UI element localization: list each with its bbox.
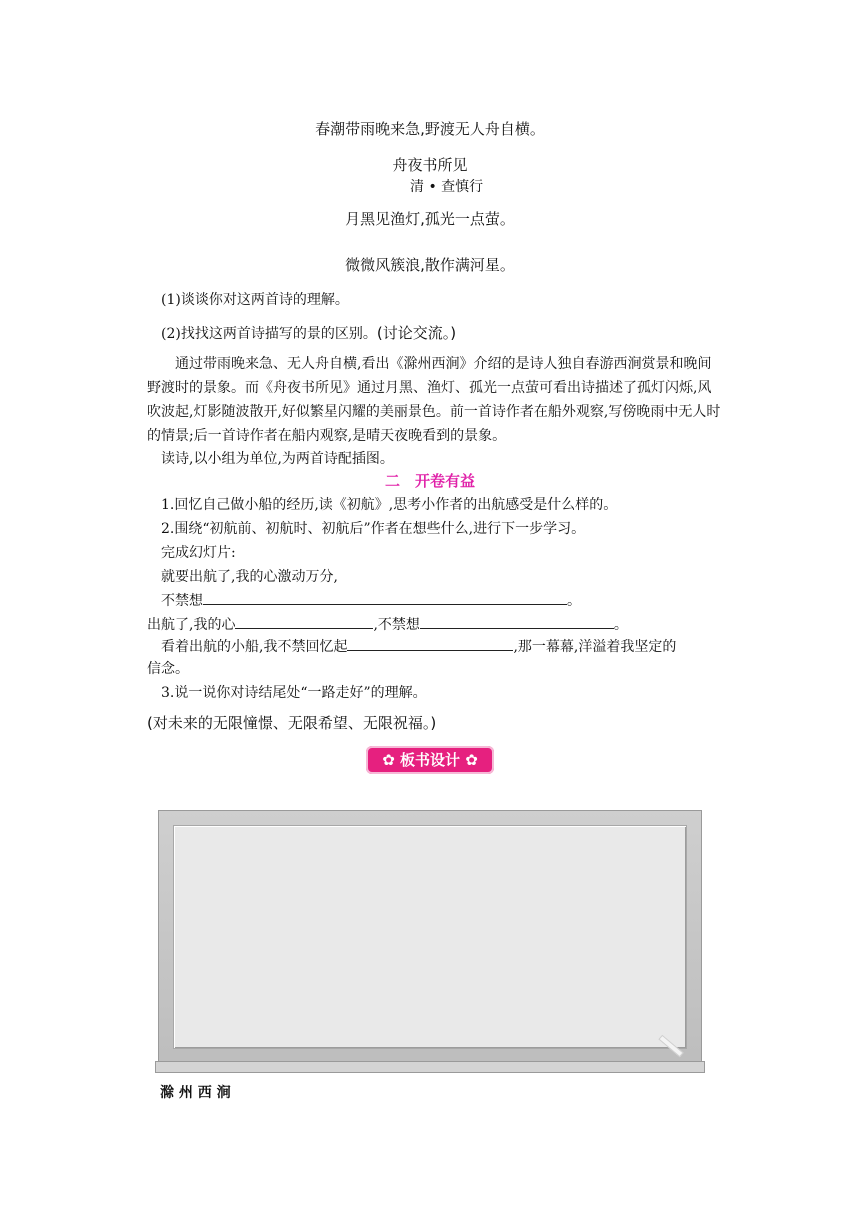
question-2-text: (2)找找这两首诗描写的景的区别。 <box>161 326 377 342</box>
poem2-line2: 微微风簇浪,散作满河星。 <box>345 256 515 274</box>
poem2-title: 舟夜书所见 <box>392 156 468 174</box>
item-2: 2.围绕“初航前、初航时、初航后”作者在想些什么,进行下一步学习。 <box>161 521 586 537</box>
answer-3: (对未来的无限憧憬、无限希望、无限祝福。) <box>147 714 437 732</box>
fill-line-2 <box>161 590 581 610</box>
blackboard-ledge <box>155 1061 705 1073</box>
fill-line-1: 就要出航了,我的心激动万分, <box>161 569 338 585</box>
item-3: 3.说一说你对诗结尾处“一路走好”的理解。 <box>161 685 427 701</box>
fill-line-3 <box>147 614 628 634</box>
fill-line-4-end: 信念。 <box>147 661 189 677</box>
fill-line-3-a: 出航了,我的心 <box>147 617 236 633</box>
question-2 <box>161 322 456 343</box>
question-2-note: (讨论交流。) <box>376 324 457 342</box>
blackboard <box>158 810 702 1072</box>
draw-task: 读诗,以小组为单位,为两首诗配插图。 <box>161 451 394 467</box>
blackboard-surface <box>173 825 687 1049</box>
poem2-author: 清 • 查慎行 <box>410 179 484 195</box>
fill-line-2-suffix: 。 <box>567 593 581 609</box>
section-2-title: 二 开卷有益 <box>384 472 475 490</box>
slides-label: 完成幻灯片: <box>161 545 236 561</box>
question-1: (1)谈谈你对这两首诗的理解。 <box>161 292 349 308</box>
fill-line-3-b: ,不禁想 <box>373 617 420 633</box>
item-1: 1.回忆自己做小船的经历,读《初航》,思考小作者的出航感受是什么样的。 <box>161 497 618 513</box>
board-caption: 滁 州 西 涧 <box>160 1085 231 1101</box>
fill-line-3-c: 。 <box>613 617 628 633</box>
blank-field[interactable] <box>347 636 513 651</box>
board-design-badge: ✿ 板书设计 ✿ <box>366 746 494 774</box>
fill-line-4 <box>161 636 676 656</box>
blank-field[interactable] <box>420 614 614 629</box>
fill-line-2-prefix: 不禁想 <box>161 593 203 609</box>
poem1-line: 春潮带雨晚来急,野渡无人舟自横。 <box>315 120 545 138</box>
poem2-line1: 月黑见渔灯,孤光一点萤。 <box>345 210 515 228</box>
blank-field[interactable] <box>235 614 373 629</box>
blank-field[interactable] <box>203 590 567 605</box>
fill-line-4-a: 看着出航的小船,我不禁回忆起 <box>161 639 348 655</box>
fill-line-4-b: ,那一幕幕,洋溢着我坚定的 <box>513 639 677 655</box>
analysis-paragraph: 通过带雨晚来急、无人舟自横,看出《滁州西涧》介绍的是诗人独自春游西涧赏景和晚间野渡时的景象。而《舟夜书所见》通过月黑、渔灯、孤光一点萤可看出诗描述了孤灯闪烁,风吹波起,灯影随波散开,好似繁星闪耀的美丽景色。前一首诗作者在船外观察,写傍晚雨中无人时的情景;后一首诗作者在船内观察,是晴天夜晚看到的景象。 <box>147 356 721 444</box>
